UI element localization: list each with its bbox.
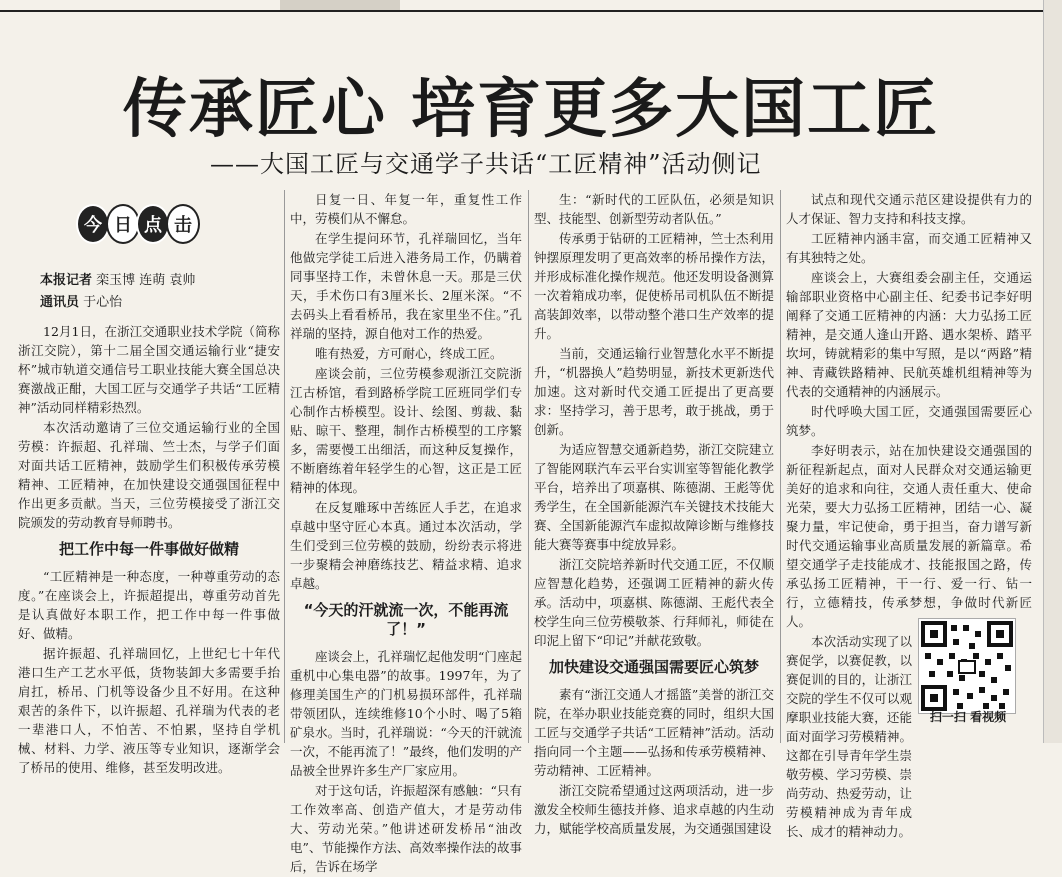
column-divider (528, 190, 529, 743)
paragraph: 唯有热爱，方可耐心，终成工匠。 (315, 346, 503, 361)
today-click-badge (80, 200, 200, 248)
paragraph: 在学生提问环节，孔祥瑞回忆，当年他做完学徒工后进入港务局工作，仍瞒着同事坚持工作，未曾休息一天。那是三伏天，手术伤口有3厘米长、2厘米深。“不去码头上看看桥吊，我在家里坐不住。”孔祥瑞的坚持，源自他对工作的热爱。 (290, 231, 522, 341)
paragraph: 浙江交院希望通过这两项活动，进一步激发全校师生德技并修、追求卓越的内生动力，赋能学校高质量发展，为交通强国建设 (534, 783, 774, 836)
paragraph: 座谈会上，孔祥瑞忆起他发明“门座起重机中心集电器”的故事。1997年，为了修理美国生产的门机易损环部件，孔祥瑞带领团队，连续维修10个小时、喝了5箱矿泉水。当时，孔祥瑞说：“今天的汗就流一次，不能再流了！”最终，他们发明的产品被全世界许多生产厂家应用。 (290, 649, 522, 778)
qr-label: 扫一扫 看视频 (929, 710, 1007, 724)
correspondent-label: 通讯员 (40, 295, 80, 310)
column-divider (284, 190, 285, 743)
paragraph: 李好明表示，站在加快建设交通强国的新征程新起点，面对人民群众对交通运输更美好的追求和向往，交通人责任重大、使命光荣，要大力弘扬工匠精神，团结一心、凝聚力量，牢记使命，勇于担当，奋力谱写新时代交通运输事业高质量发展的新篇章。希望交通学子走技能成才、技能报国之路，传承弘扬工匠精神，干一行、爱一行、钻一行，立德精技，传承梦想，争做时代新匠人。 (786, 443, 1032, 629)
reporter-names: 栾玉博 连萌 袁帅 (96, 273, 196, 288)
section-heading: 加快建设交通强国需要匠心筑梦 (548, 658, 759, 676)
article-column-1 (18, 322, 280, 778)
headline: 传承匠心 培育更多大国工匠 (122, 73, 940, 147)
paragraph: 日复一日、年复一年，重复性工作中，劳模们从不懈怠。 (290, 192, 522, 226)
badge-char: 点 (136, 204, 170, 244)
paragraph: 为适应智慧交通新趋势，浙江交院建立了智能网联汽车云平台实训室等智能化教学平台，培养出了项嘉棋、陈德湖、王彪等优秀学生，在全国新能源汽车关键技术技能大赛、全国新能源汽车虚拟故障诊断与维修技能大赛等赛事中绽放异彩。 (534, 442, 774, 552)
paragraph: 本次活动实现了以赛促学，以赛促教，以赛促训的目的，让浙江交院的学生不仅可以观摩职业技能大赛，还能面对面学习劳模精神。这都在引导青年学生崇敬劳模、学习劳模、崇尚劳动、热爱劳动，让劳模精神成为青年成长、成才的精神动力。 (786, 634, 912, 839)
paragraph: 试点和现代交通示范区建设提供有力的人才保证、智力支持和科技支撑。 (786, 192, 1032, 226)
article-column-3 (534, 190, 774, 839)
reporter-label: 本报记者 (40, 273, 93, 288)
paragraph: 座谈会前，三位劳模参观浙江交院浙江古桥馆，看到路桥学院工匠班同学们专心制作古桥模型。设计、绘图、剪裁、黏贴、晾干、整理，制作古桥模型的工序繁多，需要慢工出细活，而这种反复操作，不断磨练着年轻学生的心智，这正是工匠精神的体现。 (290, 366, 522, 495)
paragraph: 对于这句话，许振超深有感触：“只有工作效率高、创造产值大，才是劳动伟大、劳动光荣。”他讲述研发桥吊“油改电”、节能操作方法、高效率操作法的故事后，告诉在场学 (290, 783, 522, 874)
subheadline: ——大国工匠与交通学子共话“工匠精神”活动侧记 (210, 150, 762, 178)
badge-char: 击 (166, 204, 200, 244)
qr-code[interactable] (918, 618, 1016, 714)
page-edge (1043, 0, 1062, 743)
correspondent-name: 于心怡 (83, 295, 123, 310)
byline (40, 270, 280, 314)
paragraph: 时代呼唤大国工匠，交通强国需要匠心筑梦。 (786, 404, 1032, 438)
paragraph: 当前，交通运输行业智慧化水平不断提升，“机器换人”趋势明显，新技术更新迭代加速。这对新时代交通工匠提出了更高要求：坚持学习，善于思考，敢于挑战，勇于创新。 (534, 346, 774, 437)
paragraph: 座谈会上，大赛组委会副主任，交通运输部职业资格中心副主任、纪委书记李好明阐释了交通工匠精神的内涵：大力弘扬工匠精神，是交通人逢山开路、遇水架桥、踏平坎坷，铸就精彩的集中写照，是以“两路”精神、青藏铁路精神、民航英雄机组精神等为代表的交通精神的内涵展示。 (786, 270, 1032, 399)
paragraph: 生：“新时代的工匠队伍，必须是知识型、技能型、创新型劳动者队伍。” (534, 192, 774, 226)
article-column-4 (786, 190, 1032, 842)
header-rule (0, 10, 1062, 12)
section-heading: “今天的汗就流一次，不能再流了！” (303, 601, 509, 638)
qr-code-icon (919, 619, 1015, 713)
paragraph: 本次活动邀请了三位交通运输行业的全国劳模：许振超、孔祥瑞、竺士杰，与学子们面对面共话工匠精神，鼓励学生们积极传承劳模精神、工匠精神，在加快建设交通强国征程中作出更多贡献。当天，三位劳模接受了浙江交院颁发的劳动教育导师聘书。 (18, 420, 280, 530)
column-divider (780, 190, 781, 743)
paragraph: 工匠精神内涵丰富，而交通工匠精神又有其独特之处。 (786, 231, 1032, 265)
paragraph: 据许振超、孔祥瑞回忆，上世纪七十年代港口生产工艺水平低，货物装卸大多需要手抬肩扛，桥吊、门机等设备少且不好用。在这种艰苦的条件下，以许振超、孔祥瑞为代表的老一辈港口人，不怕苦、不怕累，坚持自学机械、材料、力学、液压等专业知识，逐渐学会了桥吊的使用、维修，甚至发明改进。 (18, 646, 280, 775)
paragraph: 12月1日，在浙江交通职业技术学院（简称浙江交院），第十二届全国交通运输行业“捷安杯”城市轨道交通信号工职业技能大赛全国总决赛激战正酣，大国工匠与交通学子共话“工匠精神”活动同样精彩热烈。 (18, 324, 280, 415)
badge-char: 日 (106, 204, 140, 244)
paragraph: “工匠精神是一种态度，一种尊重劳动的态度。”在座谈会上，许振超提出，尊重劳动首先是认真做好本职工作，把工作中每一件事做好、做精。 (18, 569, 280, 641)
paragraph: 在反复雕琢中苦练匠人手艺，在追求卓越中坚守匠心本真。通过本次活动，学生们受到三位劳模的鼓励，纷纷表示将进一步聚精会神磨练技艺、精益求精、追求卓越。 (290, 500, 522, 591)
section-header-fragment (280, 0, 400, 10)
paragraph: 传承勇于钻研的工匠精神，竺士杰利用钟摆原理发明了更高效率的桥吊操作方法，并形成标准化操作规范。他还发明设备测算一次着箱成功率，促使桥吊司机队伍不断提高装卸效率，以带动整个港口生产效率的提升。 (534, 231, 774, 341)
paragraph: 素有“浙江交通人才摇篮”美誉的浙江交院，在举办职业技能竞赛的同时，组织大国工匠与交通学子共话“工匠精神”活动。活动指向同一个主题——弘扬和传承劳模精神、劳动精神、工匠精神。 (534, 687, 774, 778)
article-column-2 (290, 190, 522, 877)
badge-char: 今 (76, 204, 110, 244)
paragraph: 浙江交院培养新时代交通工匠，不仅顺应智慧化趋势，还强调工匠精神的薪火传承。活动中，项嘉棋、陈德湖、王彪代表全校学生向三位劳模敬茶、行拜师礼，师徒在印泥上留下“印记”并献花致敬。 (534, 557, 774, 648)
section-heading: 把工作中每一件事做好做精 (58, 540, 239, 558)
